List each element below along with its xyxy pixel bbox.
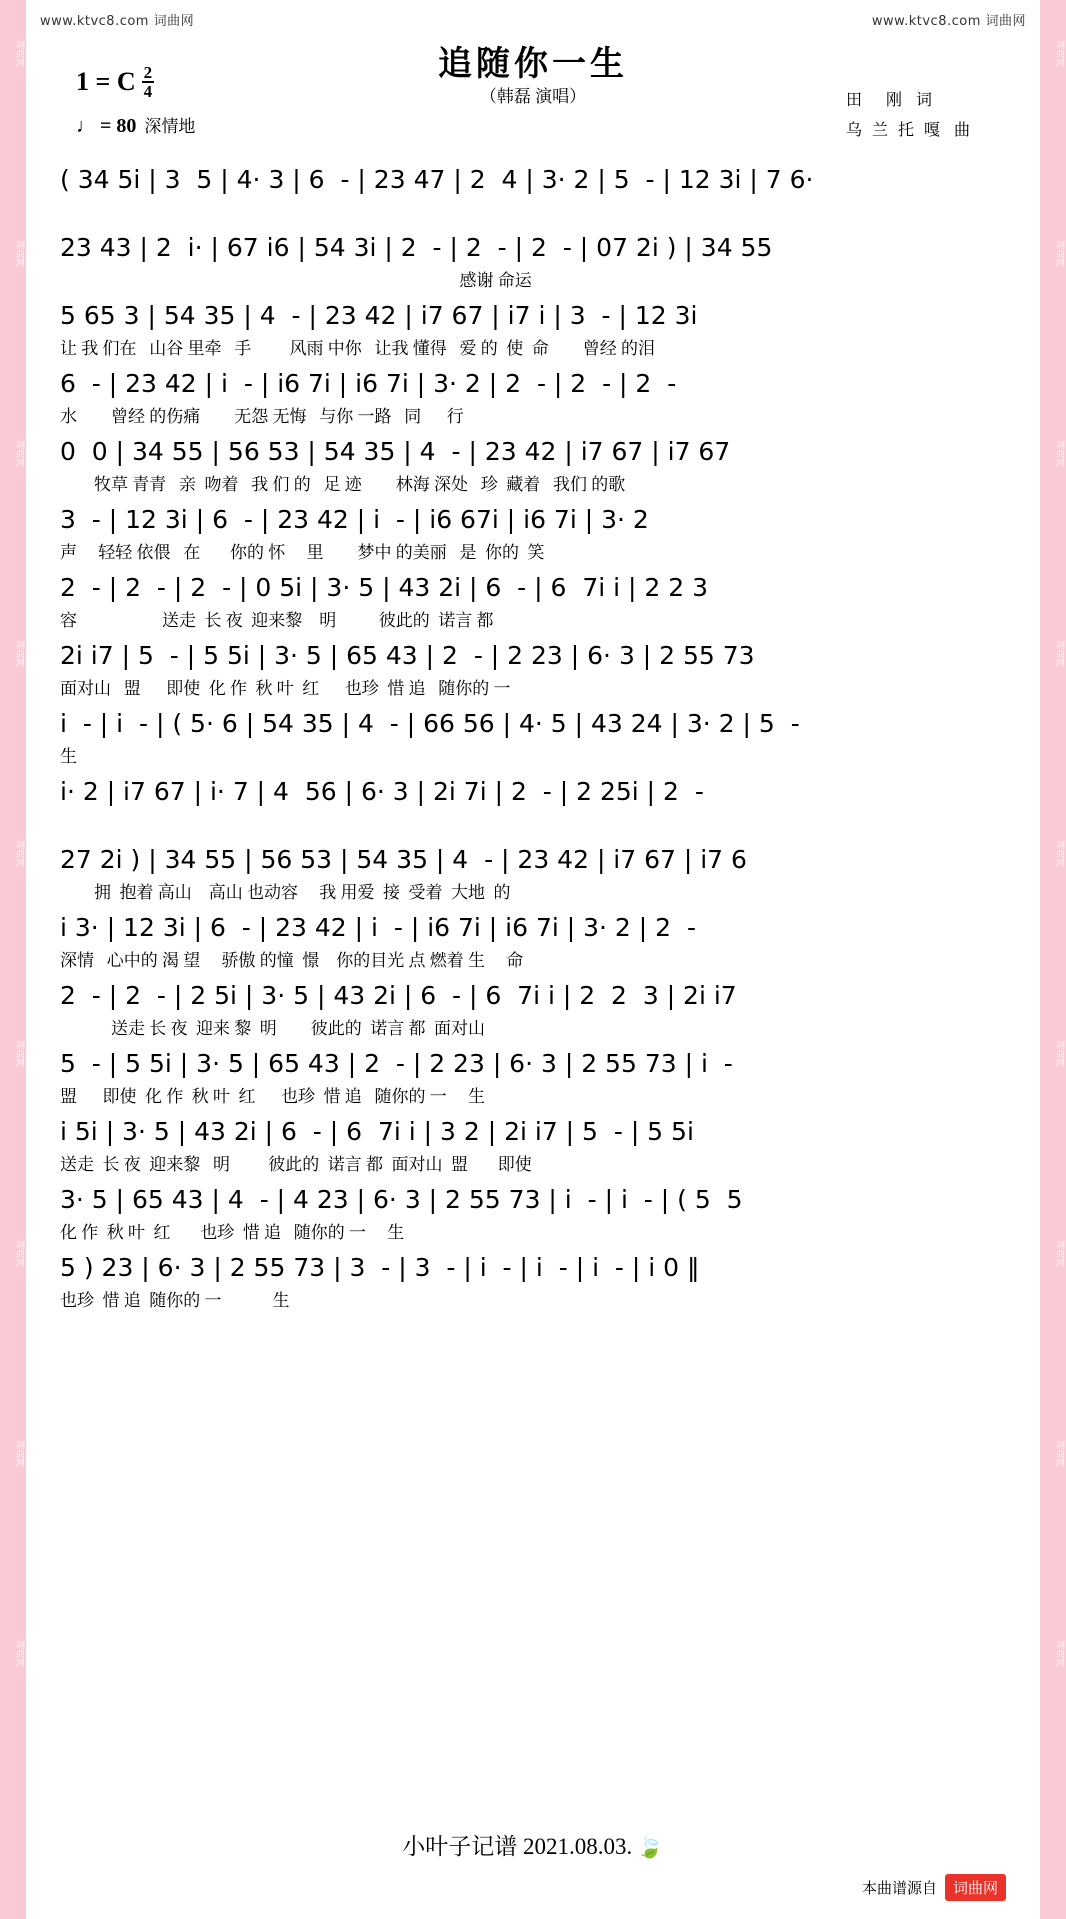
side-watermark: 词曲网: [14, 640, 24, 667]
lyric-line: 面对山 盟 即使 化 作 秋 叶 红 也珍 惜 追 随你的 一: [60, 679, 511, 698]
notation-line: i 5i | 3· 5 | 43 2i | 6 - | 6 7i i | 3 2 | 2i i7 | 5 - | 5 5i: [60, 1117, 694, 1146]
notation-line: 3 - | 12 3i | 6 - | 23 42 | i - | i6 67i | i6 7i | 3· 2: [60, 505, 649, 534]
lyric-line: 感谢 命运: [60, 271, 532, 290]
notation-line: 3· 5 | 65 43 | 4 - | 4 23 | 6· 3 | 2 55 73 | i - | i - | ( 5 5: [60, 1185, 743, 1214]
lyric-line: [60, 812, 1026, 838]
system-row: [60, 1112, 1026, 1178]
lyric-line: 生: [60, 747, 77, 766]
system-row: [60, 636, 1026, 702]
page-header: [26, 10, 1040, 29]
time-denominator: 4: [143, 82, 153, 101]
quarter-note-icon: ♩: [76, 115, 96, 137]
side-watermark: 词曲网: [14, 1440, 24, 1467]
page-title: 追随你一生: [438, 46, 628, 83]
lyric-line: 牧草 青青 亲 吻着 我 们 的 足 迹 林海 深处 珍 藏着 我们 的歌: [60, 475, 626, 494]
notation-line: 5 ) 23 | 6· 3 | 2 55 73 | 3 - | 3 - | i - | i - | i - | i 0 ‖: [60, 1253, 700, 1282]
side-watermark: 词曲网: [14, 1040, 24, 1067]
key-signature: [76, 64, 154, 100]
system-row: [60, 908, 1026, 974]
lyric-line: 水 曾经 的伤痛 无怨 无悔 与你 一路 同 行: [60, 407, 464, 426]
lyric-line: 化 作 秋 叶 红 也珍 惜 追 随你的 一 生: [60, 1223, 405, 1242]
time-numerator: 2: [143, 63, 153, 82]
lyric-line: 声 轻轻 依偎 在 你的 怀 里 梦中 的美丽 是 你的 笑: [60, 543, 545, 562]
side-watermark: 词曲网: [14, 840, 24, 867]
system-row: [60, 704, 1026, 770]
lyric-line: 送走 长 夜 迎来黎 明 彼此的 诺言 都 面对山 盟 即使: [60, 1155, 532, 1174]
system-row: [60, 840, 1026, 906]
source-label: 本曲谱源自: [861, 1879, 937, 1897]
notation-line: 2i i7 | 5 - | 5 5i | 3· 5 | 65 43 | 2 - | 2 23 | 6· 3 | 2 55 73: [60, 641, 755, 670]
lyric-line: 盟 即使 化 作 秋 叶 红 也珍 惜 追 随你的 一 生: [60, 1087, 485, 1106]
source-credit: [862, 1874, 1006, 1901]
notation-line: 2 - | 2 - | 2 5i | 3· 5 | 43 2i | 6 - | 6 7i i | 2 2 3 | 2i i7: [60, 981, 737, 1010]
notation-line: i - | i - | ( 5· 6 | 54 35 | 4 - | 66 56 | 4· 5 | 43 24 | 3· 2 | 5 -: [60, 709, 800, 738]
side-watermark: 词曲网: [1054, 1640, 1064, 1667]
system-row: [60, 160, 1026, 226]
side-watermark: 词曲网: [14, 40, 24, 67]
tempo-value: = 80: [100, 115, 137, 137]
lyric-line: 也珍 惜 追 随你的 一 生: [60, 1291, 290, 1310]
mood-marking: 深情地: [144, 117, 196, 136]
lyric-line: 拥 抱着 高山 高山 也动容 我 用爱 接 受着 大地 的: [60, 883, 511, 902]
lyricist-credit: [846, 86, 970, 116]
music-systems: [60, 160, 1026, 1316]
notation-line: i 3· | 12 3i | 6 - | 23 42 | i - | i6 7i | i6 7i | 3· 2 | 2 -: [60, 913, 696, 942]
system-row: [60, 432, 1026, 498]
left-decorative-border: [0, 0, 26, 1919]
system-row: [60, 1180, 1026, 1246]
system-row: [60, 976, 1026, 1042]
transcriber-text: 小叶子记谱 2021.08.03.: [402, 1834, 633, 1859]
system-row: [60, 364, 1026, 430]
side-watermark: 词曲网: [14, 1240, 24, 1267]
notation-line: 6 - | 23 42 | i - | i6 7i | i6 7i | 3· 2 | 2 - | 2 - | 2 -: [60, 369, 677, 398]
header-left-watermark: www.ktvc8.com 词曲网: [40, 14, 195, 29]
notation-line: i· 2 | i7 67 | i· 7 | 4 56 | 6· 3 | 2i 7i | 2 - | 2 25i | 2 -: [60, 777, 704, 806]
composer-credit: [846, 116, 970, 146]
lyricist-name: 田 刚: [845, 92, 912, 109]
score-sheet: [26, 0, 1040, 1919]
side-watermark: 词曲网: [1054, 40, 1064, 67]
notation-line: ( 34 5i | 3 5 | 4· 3 | 6 - | 23 47 | 2 4 | 3· 2 | 5 - | 12 3i | 7 6·: [60, 165, 814, 194]
lyric-line: 让 我 们在 山谷 里牵 手 风雨 中你 让我 懂得 爱 的 使 命 曾经 的泪: [60, 339, 655, 358]
system-row: [60, 1248, 1026, 1314]
system-row: [60, 228, 1026, 294]
tempo-marking: [76, 112, 195, 138]
side-watermark: 词曲网: [1054, 240, 1064, 267]
header-right-watermark: www.ktvc8.com 词曲网: [871, 14, 1026, 29]
system-row: [60, 500, 1026, 566]
side-watermark: 词曲网: [1054, 1240, 1064, 1267]
transcriber-note: [26, 1828, 1040, 1861]
side-watermark: 词曲网: [14, 440, 24, 467]
notation-line: 23 43 | 2 i· | 67 i6 | 54 3i | 2 - | 2 - | 2 - | 07 2i ) | 34 55: [60, 233, 773, 262]
key-label: 1 = C: [76, 67, 136, 96]
performer-subtitle: （韩磊 演唱）: [479, 87, 587, 106]
notation-line: 5 - | 5 5i | 3· 5 | 65 43 | 2 - | 2 23 | 6· 3 | 2 55 73 | i -: [60, 1049, 733, 1078]
notation-line: 2 - | 2 - | 2 - | 0 5i | 3· 5 | 43 2i | 6 - | 6 7i i | 2 2 3: [60, 573, 708, 602]
lyric-line: 容 送走 长 夜 迎来黎 明 彼此的 诺言 都: [60, 611, 494, 630]
system-row: [60, 296, 1026, 362]
notation-line: 27 2i ) | 34 55 | 56 53 | 54 35 | 4 - | 23 42 | i7 67 | i7 6: [60, 845, 747, 874]
side-watermark: 词曲网: [1054, 440, 1064, 467]
lyricist-role: 词: [915, 92, 932, 109]
side-watermark: 词曲网: [1054, 840, 1064, 867]
notation-line: 5 65 3 | 54 35 | 4 - | 23 42 | i7 67 | i7 i | 3 - | 12 3i: [60, 301, 698, 330]
composer-name: 乌兰托嘎: [845, 122, 950, 139]
lyric-line: 送走 长 夜 迎来 黎 明 彼此的 诺言 都 面对山: [60, 1019, 485, 1038]
system-row: [60, 772, 1026, 838]
source-badge[interactable]: 词曲网: [945, 1874, 1006, 1901]
side-watermark: 词曲网: [1054, 640, 1064, 667]
side-watermark: 词曲网: [1054, 1040, 1064, 1067]
notation-line: 0 0 | 34 55 | 56 53 | 54 35 | 4 - | 23 42 | i7 67 | i7 67: [60, 437, 731, 466]
side-watermark: 词曲网: [14, 240, 24, 267]
right-decorative-border: [1040, 0, 1066, 1919]
leaf-icon: 🍃: [636, 1834, 664, 1859]
lyric-line: 深情 心中的 渴 望 骄傲 的憧 憬 你的目光 点 燃着 生 命: [60, 951, 524, 970]
composer-role: 曲: [953, 122, 970, 139]
system-row: [60, 1044, 1026, 1110]
side-watermark: 词曲网: [14, 1640, 24, 1667]
side-watermark: 词曲网: [1054, 1440, 1064, 1467]
lyric-line: [60, 200, 1026, 226]
credits-block: [846, 86, 970, 146]
system-row: [60, 568, 1026, 634]
time-signature: [142, 64, 155, 100]
